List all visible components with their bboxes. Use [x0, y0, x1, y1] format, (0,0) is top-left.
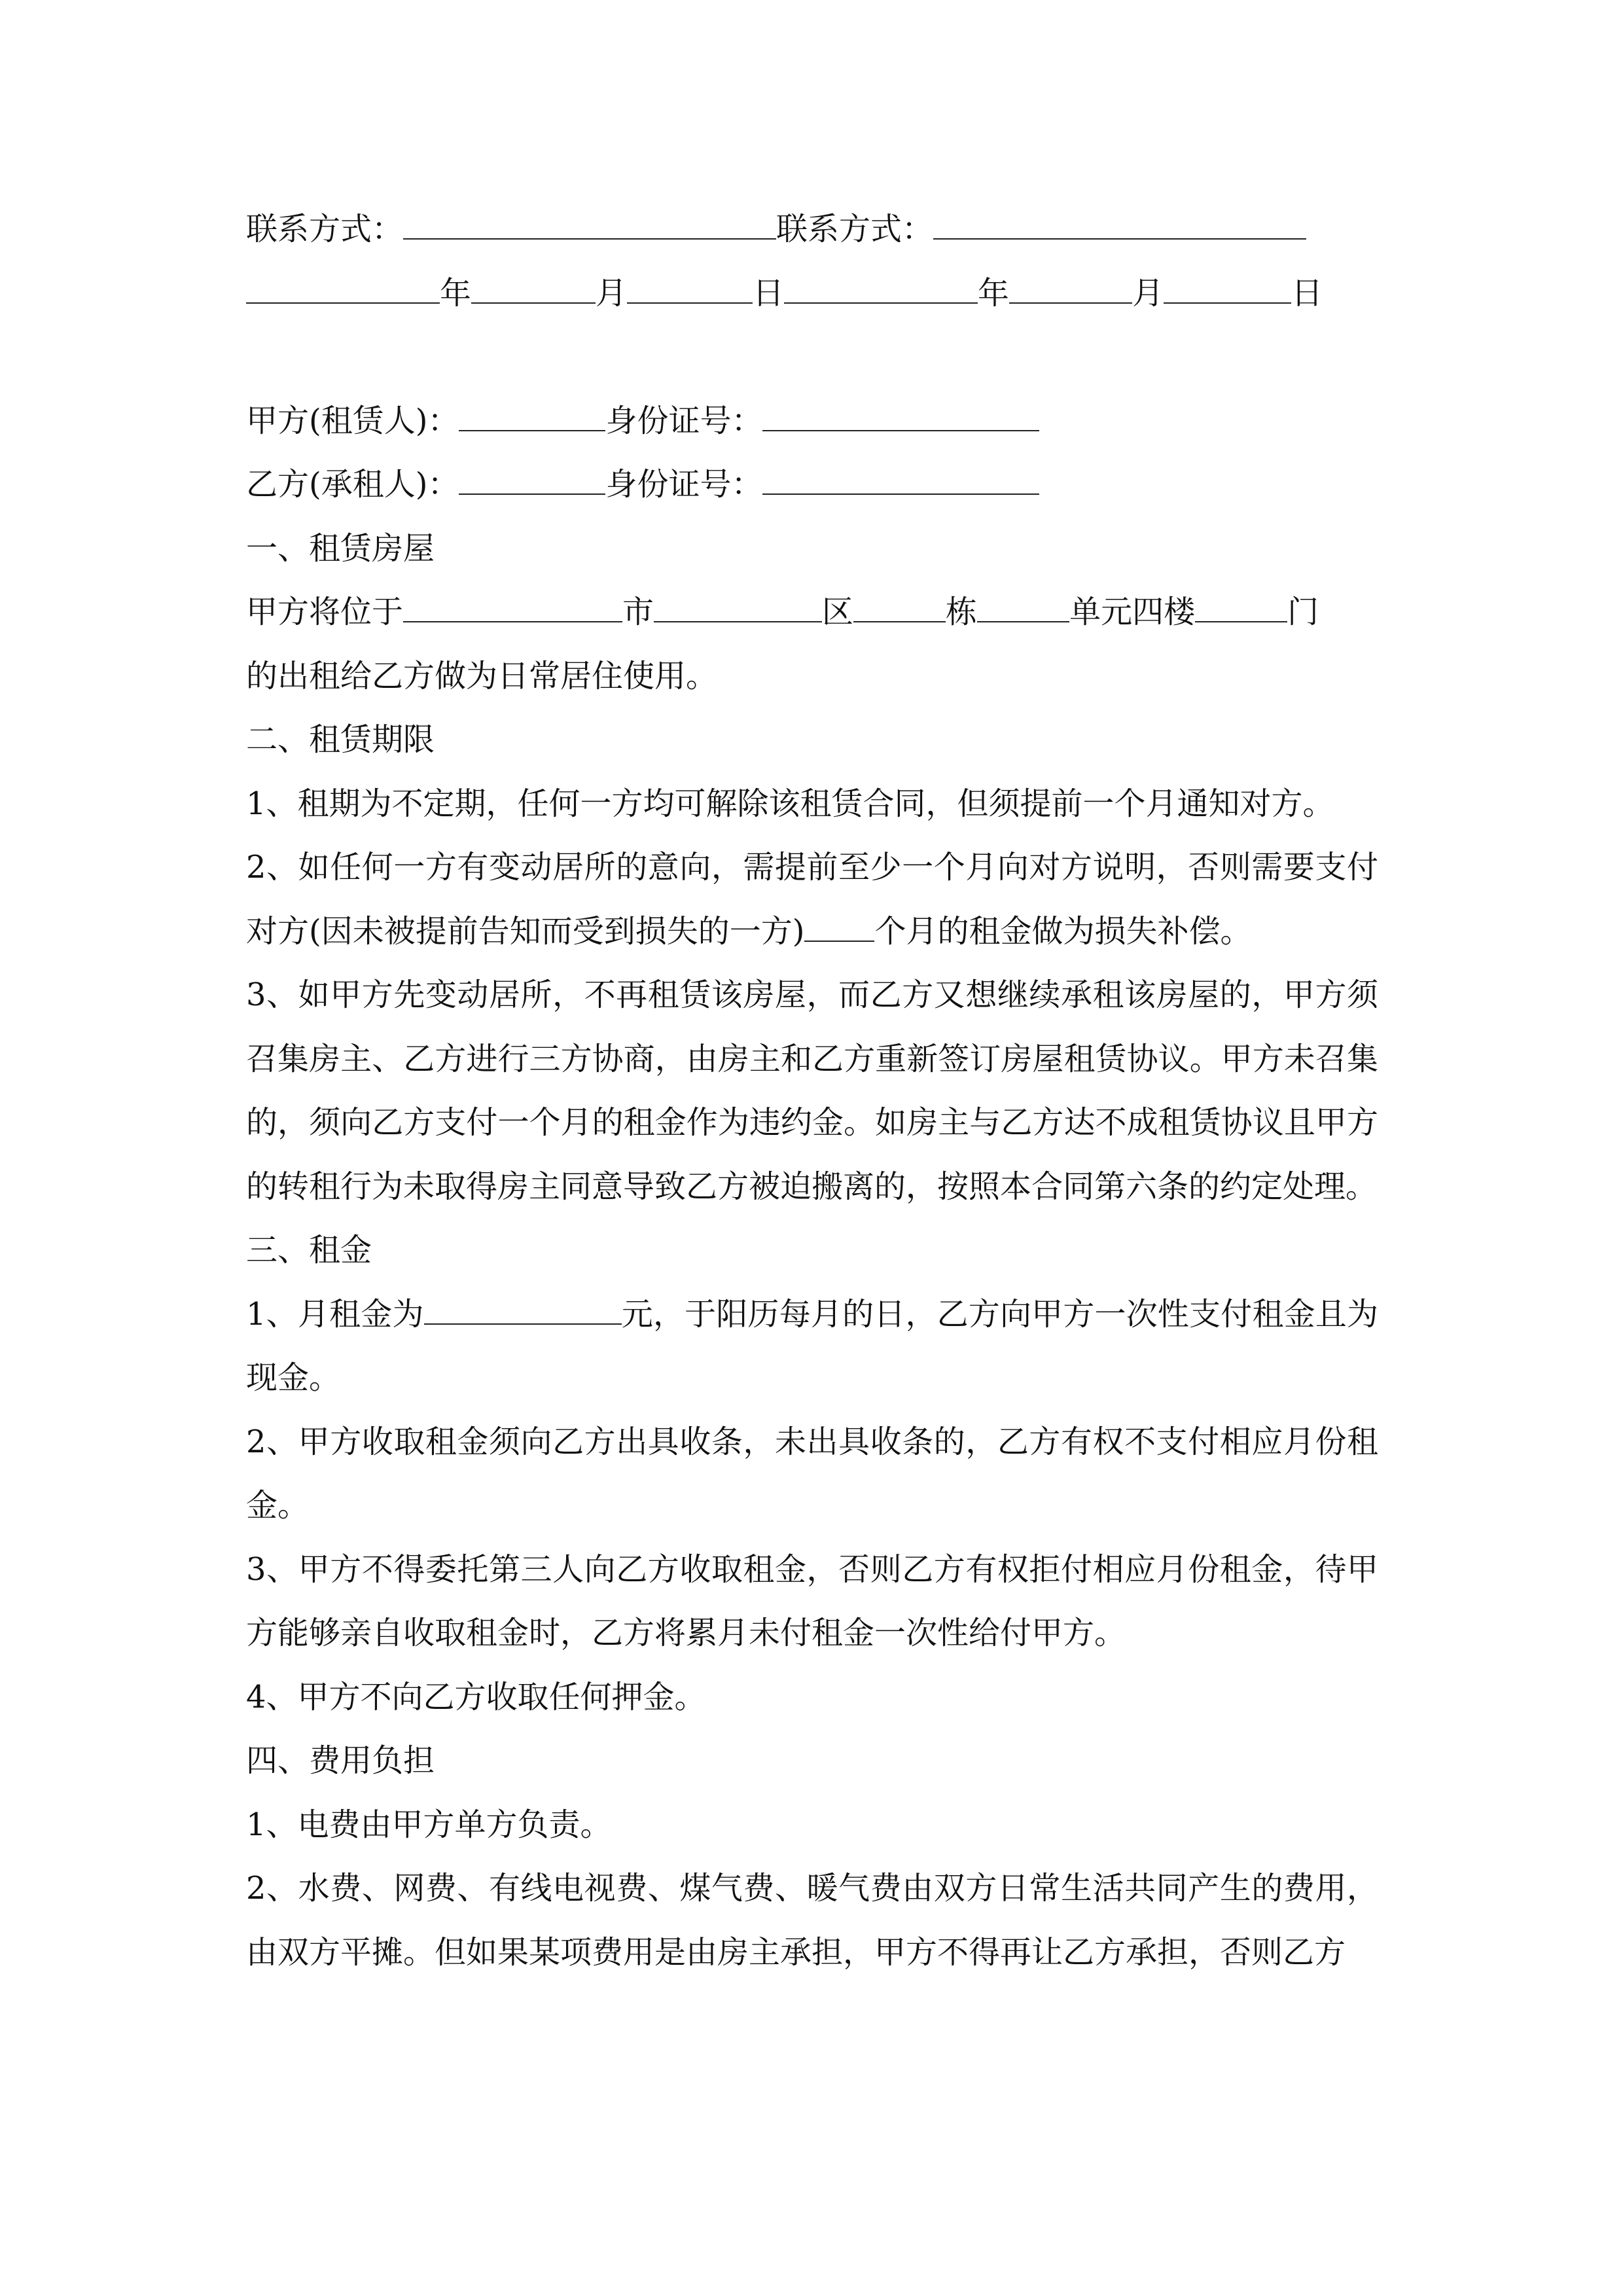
section-3-item-2: 2、甲方收取租金须向乙方出具收条，未出具收条的，乙方有权不支付相应月份租金。 [246, 1423, 1378, 1524]
text: 甲方将位于 [246, 594, 404, 630]
day-label: 日 [753, 274, 785, 312]
year-blank-a [246, 263, 440, 304]
district-blank [853, 582, 946, 622]
month-blank-b [1009, 263, 1132, 304]
day-blank-b [1164, 263, 1291, 304]
contact-row [246, 198, 1378, 262]
month-label: 月 [596, 274, 628, 312]
party-b-label: 乙方(承租人)： [246, 466, 459, 503]
city-blank [654, 582, 822, 622]
party-b-id-blank [762, 454, 1039, 495]
section-4-item-1: 1、电费由甲方单方负责。 [246, 1806, 612, 1843]
address-blank [403, 582, 622, 622]
contact-label-a: 联系方式： [246, 211, 404, 247]
year-blank-b [784, 263, 978, 304]
text: 元，于阳历每月的日，乙方向甲方一次性支付租金且为现金。 [246, 1295, 1378, 1396]
day-label: 日 [1291, 274, 1323, 312]
door-blank [1195, 582, 1287, 622]
section-2-title: 二、租赁期限 [246, 721, 435, 758]
section-3-item-3: 3、甲方不得委托第三人向乙方收取租金，否则乙方有权拒付相应月份租金，待甲方能够亲自收取租金时，乙方将累月未付租金一次性给付甲方。 [246, 1551, 1378, 1651]
month-label: 月 [1132, 274, 1164, 312]
section-3-title: 三、租金 [246, 1232, 372, 1268]
section-3-item-4: 4、甲方不向乙方收取任何押金。 [246, 1678, 706, 1715]
section-4-item-2: 2、水费、网费、有线电视费、煤气费、暖气费由双方日常生活共同产生的费用，由双方平摊。但如果某项费用是由房主承担，甲方不得再让乙方承担，否则乙方 [246, 1870, 1378, 1971]
party-a-row [246, 389, 1378, 454]
section-1-address [246, 581, 1378, 645]
section-2-item-2 [246, 836, 1378, 963]
section-2-item-3: 3、如甲方先变动居所，不再租赁该房屋，而乙方又想继续承租该房屋的，甲方须召集房主、乙方进行三方协商，由房主和乙方重新签订房屋租赁协议。甲方未召集的，须向乙方支付一个月的租金作为违约金。如房主与乙方达不成租赁协议且甲方的转租行为未取得房主同意导致乙方被迫搬离的，按照本合同第六条的约定处理。 [246, 977, 1378, 1205]
month-blank-a [471, 263, 596, 304]
party-b-row [246, 453, 1378, 517]
party-a-name-blank [459, 391, 605, 431]
text: 市 [622, 594, 654, 630]
party-a-id-blank [762, 391, 1039, 431]
contact-blank-a [403, 199, 776, 240]
building-blank [977, 582, 1069, 622]
year-label: 年 [978, 274, 1010, 312]
document-page [246, 198, 1378, 1984]
text: 1、月租金为 [246, 1295, 424, 1333]
contact-blank-b [933, 199, 1306, 240]
party-a-label: 甲方(租赁人)： [246, 402, 459, 439]
section-1-title: 一、租赁房屋 [246, 529, 435, 567]
section-2-item-1: 1、租期为不定期，任何一方均可解除该租赁合同，但须提前一个月通知对方。 [246, 785, 1334, 822]
rent-blank [424, 1284, 622, 1325]
year-label: 年 [440, 274, 472, 312]
text: 区 [822, 594, 854, 630]
day-blank-a [627, 263, 753, 304]
party-b-name-blank [459, 454, 605, 495]
date-row [246, 262, 1378, 326]
text: 门 [1287, 594, 1319, 630]
months-blank [804, 901, 874, 942]
text: 单元四楼 [1069, 594, 1196, 630]
text: 个月的租金做为损失补偿。 [874, 912, 1252, 950]
text: 栋 [946, 594, 978, 630]
contact-label-b: 联系方式： [776, 211, 934, 247]
section-1-purpose: 的出租给乙方做为日常居住使用。 [246, 657, 718, 694]
text: 2、如任何一方有变动居所的意向，需提前至少一个月向对方说明，否则需要支付对方(因未被提前告知而受到损失的一方) [246, 849, 1378, 950]
section-3-item-1 [246, 1283, 1378, 1410]
id-label: 身份证号： [605, 466, 763, 503]
id-label: 身份证号： [605, 402, 763, 439]
section-4-title: 四、费用负担 [246, 1742, 435, 1779]
